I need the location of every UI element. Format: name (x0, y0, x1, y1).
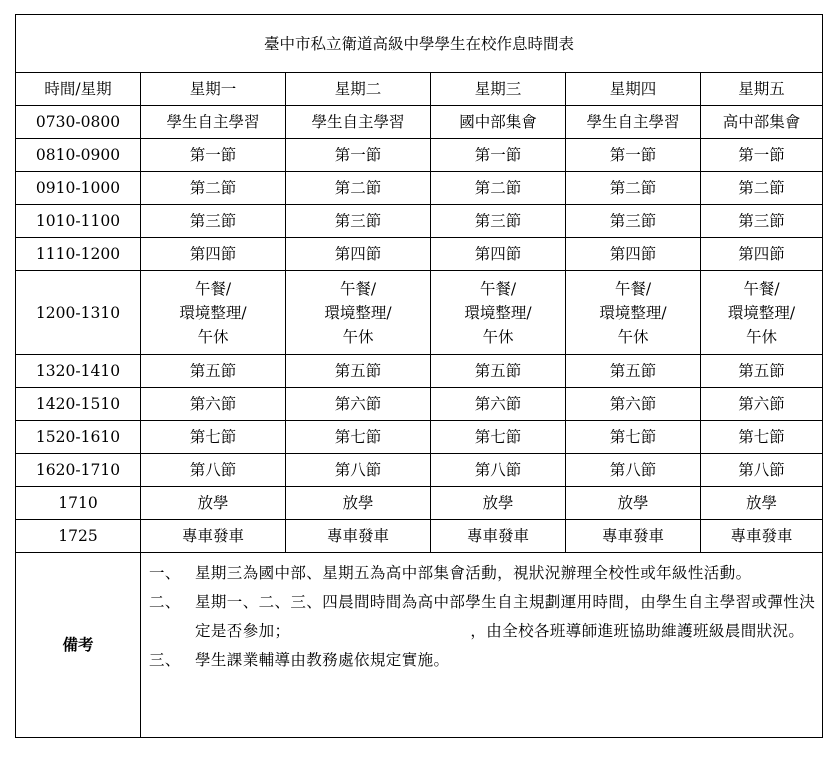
schedule-cell: 第二節 (286, 172, 431, 205)
remarks-label: 備考 (16, 553, 141, 738)
remark-note (149, 588, 818, 646)
lunch-line: 午休 (746, 327, 778, 346)
schedule-cell: 第三節 (286, 205, 431, 238)
header-day-wed: 星期三 (431, 73, 566, 106)
remark-note (149, 559, 818, 588)
schedule-cell: 專車發車 (566, 520, 701, 553)
schedule-cell: 專車發車 (701, 520, 823, 553)
header-row (16, 73, 823, 106)
remark-text: 學生課業輔導由教務處依規定實施。 (195, 651, 450, 669)
schedule-cell: 第一節 (286, 139, 431, 172)
lunch-line: 環境整理/ (599, 303, 667, 322)
time-cell: 1620-1710 (16, 454, 141, 487)
schedule-cell: 第二節 (431, 172, 566, 205)
lunch-line: 午餐/ (339, 279, 377, 298)
schedule-cell: 放學 (701, 487, 823, 520)
remark-text: 星期三為國中部、星期五為高中部集會活動，視狀況辦理全校性或年級性活動。 (195, 564, 752, 582)
remark-number: 一、 (149, 564, 181, 582)
time-cell: 0730-0800 (16, 106, 141, 139)
schedule-cell: 學生自主學習 (286, 106, 431, 139)
schedule-cell: 國中部集會 (431, 106, 566, 139)
table-row (16, 520, 823, 553)
schedule-cell: 第五節 (566, 355, 701, 388)
schedule-cell: 第八節 (141, 454, 286, 487)
schedule-cell: 學生自主學習 (566, 106, 701, 139)
lunch-line: 環境整理/ (727, 303, 796, 322)
time-cell: 1110-1200 (16, 238, 141, 271)
time-cell: 1010-1100 (16, 205, 141, 238)
schedule-cell: 放學 (566, 487, 701, 520)
schedule-cell: 第三節 (431, 205, 566, 238)
table-row (16, 355, 823, 388)
schedule-cell: 第七節 (431, 421, 566, 454)
schedule-table (15, 14, 823, 738)
title-row (16, 15, 823, 73)
lunch-cell (141, 271, 286, 355)
table-row (16, 421, 823, 454)
schedule-cell: 放學 (286, 487, 431, 520)
schedule-cell: 第四節 (431, 238, 566, 271)
schedule-cell: 第四節 (566, 238, 701, 271)
schedule-cell: 專車發車 (286, 520, 431, 553)
header-time-label: 時間/星期 (16, 73, 141, 106)
remark-note (149, 646, 818, 675)
schedule-cell: 第二節 (701, 172, 823, 205)
schedule-cell: 第四節 (141, 238, 286, 271)
lunch-line: 午餐/ (479, 279, 517, 298)
schedule-cell: 第七節 (566, 421, 701, 454)
remark-number: 二、 (149, 593, 181, 611)
schedule-cell: 學生自主學習 (141, 106, 286, 139)
time-cell: 1725 (16, 520, 141, 553)
schedule-cell: 第八節 (701, 454, 823, 487)
schedule-cell: 第八節 (286, 454, 431, 487)
lunch-cell (701, 271, 823, 355)
schedule-cell: 第八節 (431, 454, 566, 487)
remark-text-part: ，由全校各班導師進班協助維護班級晨間狀況。 (470, 622, 805, 640)
schedule-cell: 第六節 (141, 388, 286, 421)
header-day-thu: 星期四 (566, 73, 701, 106)
time-cell: 1520-1610 (16, 421, 141, 454)
schedule-cell: 第七節 (701, 421, 823, 454)
schedule-cell: 第七節 (286, 421, 431, 454)
time-cell: 1710 (16, 487, 141, 520)
time-cell: 1320-1410 (16, 355, 141, 388)
table-row (16, 106, 823, 139)
table-row (16, 487, 823, 520)
schedule-cell: 放學 (141, 487, 286, 520)
schedule-cell: 第六節 (286, 388, 431, 421)
time-cell: 0810-0900 (16, 139, 141, 172)
lunch-line: 午休 (617, 327, 649, 346)
schedule-cell: 第五節 (431, 355, 566, 388)
lunch-cell (566, 271, 701, 355)
lunch-line: 午餐/ (743, 279, 780, 298)
schedule-cell: 第二節 (141, 172, 286, 205)
table-row (16, 238, 823, 271)
table-row (16, 172, 823, 205)
schedule-cell: 第一節 (141, 139, 286, 172)
remark-number: 三、 (149, 651, 181, 669)
header-day-fri: 星期五 (701, 73, 823, 106)
time-cell: 1200-1310 (16, 271, 141, 355)
lunch-line: 午休 (197, 327, 229, 346)
header-day-tue: 星期二 (286, 73, 431, 106)
time-cell: 1420-1510 (16, 388, 141, 421)
lunch-cell (286, 271, 431, 355)
schedule-cell: 放學 (431, 487, 566, 520)
remark-text-part: 星期一、二、三、四晨間時間為高中部學生自主規劃運用時間，由學生自主學習或彈性決定是否參加； (195, 593, 816, 640)
lunch-line: 午休 (482, 327, 514, 346)
remarks-content (141, 553, 823, 738)
schedule-cell: 專車發車 (431, 520, 566, 553)
schedule-cell: 第八節 (566, 454, 701, 487)
lunch-line: 午餐/ (614, 279, 652, 298)
schedule-cell: 第五節 (141, 355, 286, 388)
table-title: 臺中市私立衛道高級中學學生在校作息時間表 (16, 15, 823, 73)
time-cell: 0910-1000 (16, 172, 141, 205)
lunch-row (16, 271, 823, 355)
remark-text (195, 588, 818, 646)
schedule-cell: 第七節 (141, 421, 286, 454)
schedule-cell: 第六節 (566, 388, 701, 421)
schedule-cell: 第三節 (566, 205, 701, 238)
schedule-cell: 第二節 (566, 172, 701, 205)
lunch-cell (431, 271, 566, 355)
schedule-cell: 第三節 (701, 205, 823, 238)
schedule-cell: 第四節 (286, 238, 431, 271)
lunch-line: 午休 (342, 327, 374, 346)
schedule-cell: 專車發車 (141, 520, 286, 553)
header-day-mon: 星期一 (141, 73, 286, 106)
table-row (16, 205, 823, 238)
schedule-cell: 第四節 (701, 238, 823, 271)
schedule-cell: 第五節 (286, 355, 431, 388)
lunch-line: 環境整理/ (179, 303, 247, 322)
table-row (16, 139, 823, 172)
schedule-cell: 第一節 (566, 139, 701, 172)
schedule-cell: 第五節 (701, 355, 823, 388)
lunch-line: 環境整理/ (464, 303, 532, 322)
schedule-cell: 高中部集會 (701, 106, 823, 139)
schedule-cell: 第六節 (431, 388, 566, 421)
table-row (16, 454, 823, 487)
schedule-cell: 第六節 (701, 388, 823, 421)
lunch-line: 午餐/ (194, 279, 232, 298)
schedule-cell: 第一節 (431, 139, 566, 172)
lunch-line: 環境整理/ (324, 303, 392, 322)
table-row (16, 388, 823, 421)
remarks-row (16, 553, 823, 738)
schedule-cell: 第一節 (701, 139, 823, 172)
schedule-sheet (15, 14, 823, 738)
schedule-cell: 第三節 (141, 205, 286, 238)
